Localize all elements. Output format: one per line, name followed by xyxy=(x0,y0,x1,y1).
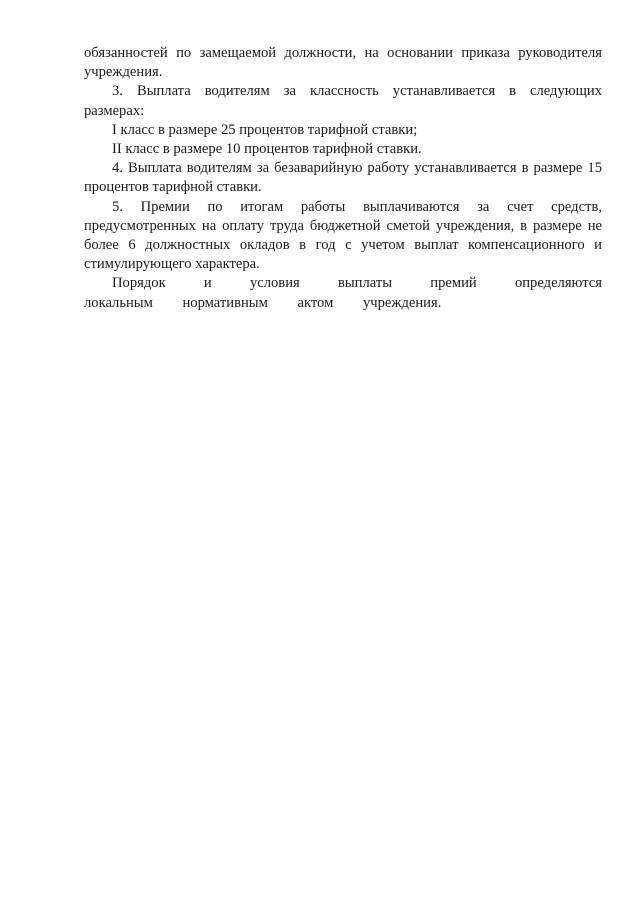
paragraph-class-one: I класс в размере 25 процентов тарифной ставки; xyxy=(112,121,418,138)
paragraph-class-two: II класс в размере 10 процентов тарифной ставки. xyxy=(112,141,422,158)
paragraph-duties-continuation: обязанностей по замещаемой должности, на основании приказа руководителя учреждения. xyxy=(84,45,602,81)
paragraph-bonus-procedure: Порядок и условия выплаты премий определяются локальным нормативным актом учреждения. xyxy=(84,275,602,311)
paragraph-bonuses: 5. Премии по итогам работы выплачиваются за счет средств, предусмотренных на оплату труда бюджетной сметой учреждения, в размере не более 6 должностных окладов в год с учетом выплат компенсационного и стимулирующего характера. xyxy=(84,198,602,273)
paragraph-accident-free-payment: 4. Выплата водителям за безаварийную работу устанавливается в размере 15 процентов тарифной ставки. xyxy=(84,160,602,196)
paragraph-class-payment: 3. Выплата водителям за классность устанавливается в следующих размерах: xyxy=(84,83,602,119)
document-body xyxy=(84,44,602,313)
